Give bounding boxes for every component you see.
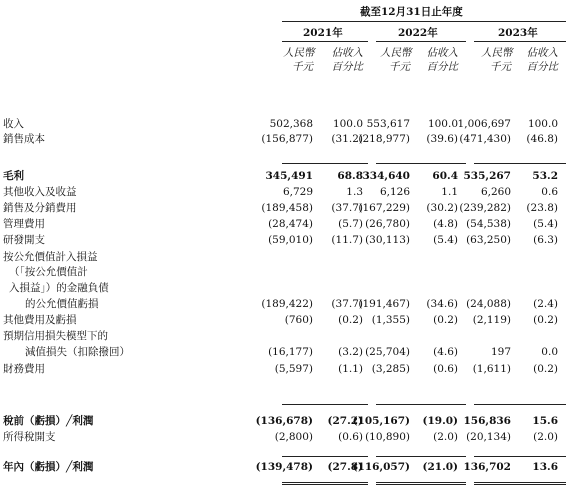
row-value: (30.2) (426, 202, 458, 214)
row-value: 60.4 (432, 170, 458, 182)
col-pct-2021: 佔收入 (331, 47, 363, 59)
row-value: 68.8 (337, 170, 363, 182)
row-value: (6.3) (533, 234, 558, 246)
row-value: (5.7) (338, 218, 363, 230)
year-2022: 2022年 (398, 27, 438, 39)
row-label: 按公允價值計入損益 (3, 251, 98, 263)
row-value: (5.4) (433, 234, 458, 246)
row-value: (37.7) (331, 202, 363, 214)
row-value: (31.2) (331, 133, 363, 145)
row-value: (0.2) (433, 314, 458, 326)
row-value: (34.6) (426, 298, 458, 310)
row-value: (23.8) (526, 202, 558, 214)
unit-pct-2023: 百分比 (526, 61, 558, 73)
row-value: (5,597) (274, 363, 313, 375)
row-value: (136,678) (255, 415, 313, 427)
period-title: 截至12月31日止年度 (360, 6, 463, 18)
row-value: (1,355) (371, 314, 410, 326)
unit-pct-2021: 百分比 (331, 61, 363, 73)
rule-pretax-2022 (376, 404, 466, 405)
row-value: (139,478) (255, 461, 313, 473)
row-value: (0.6) (338, 431, 363, 443)
row-value: 334,640 (362, 170, 410, 182)
row-value: 1.1 (441, 186, 458, 198)
row-label: 研發開支 (3, 234, 45, 246)
row-value: 53.2 (532, 170, 558, 182)
row-value: (2.4) (533, 298, 558, 310)
rule-net-2023 (474, 456, 566, 457)
col-pct-2022: 佔收入 (426, 47, 458, 59)
row-value: (105,167) (352, 415, 410, 427)
row-value: (239,282) (459, 202, 511, 214)
row-value: (59,010) (268, 234, 313, 246)
year-rule-2023 (474, 41, 566, 42)
row-value: (3.2) (338, 346, 363, 358)
double-rule-2023 (474, 482, 566, 485)
row-value: (39.6) (426, 133, 458, 145)
rule-net-2022 (376, 456, 466, 457)
row-value: (28,474) (268, 218, 313, 230)
row-value: (0.2) (533, 314, 558, 326)
row-value: 6,729 (282, 186, 313, 198)
row-value: (218,977) (358, 133, 410, 145)
row-value: (11.7) (331, 234, 363, 246)
row-value: 502,368 (269, 118, 313, 130)
row-value: 100.0 (427, 118, 458, 130)
row-label: 管理費用 (3, 218, 45, 230)
rule-gross-2023 (474, 163, 566, 164)
row-value: 6,126 (379, 186, 410, 198)
row-label: 所得稅開支 (3, 431, 56, 443)
rule-pretax-2023 (474, 404, 566, 405)
row-label: 其他費用及虧損 (3, 314, 77, 326)
header-rule (282, 21, 566, 22)
unit-rmb-2021: 千元 (292, 61, 313, 73)
rule-gross-2022 (376, 163, 466, 164)
row-value: (3,285) (371, 363, 410, 375)
row-value: (4.6) (433, 346, 458, 358)
row-value: (191,467) (358, 298, 410, 310)
row-value: 13.6 (532, 461, 558, 473)
double-rule-2022 (376, 482, 466, 485)
col-rmb-2022: 人民幣 (380, 47, 412, 59)
row-value: 6,260 (480, 186, 511, 198)
row-value: (156,877) (261, 133, 313, 145)
row-value: (0.6) (433, 363, 458, 375)
row-label: 銷售及分銷費用 (3, 202, 77, 214)
unit-pct-2022: 百分比 (426, 61, 458, 73)
row-value: (760) (284, 314, 313, 326)
row-label: 入損益」）的金融負債 (9, 282, 109, 294)
rule-net-2021 (282, 456, 368, 457)
row-value: (21.0) (422, 461, 458, 473)
row-value: 535,267 (463, 170, 511, 182)
row-label: 的公允價值虧損 (25, 298, 99, 310)
row-value: (0.2) (533, 363, 558, 375)
row-value: (63,250) (466, 234, 511, 246)
row-label: 年內（虧損）╱利潤 (3, 461, 94, 473)
row-value: (189,458) (261, 202, 313, 214)
row-value: (37.7) (331, 298, 363, 310)
row-value: 553,617 (366, 118, 410, 130)
row-value: (1,611) (472, 363, 511, 375)
row-value: 136,702 (463, 461, 511, 473)
year-2021: 2021年 (303, 27, 343, 39)
row-value: 197 (490, 346, 511, 358)
row-value: (2,800) (274, 431, 313, 443)
row-value: 100.0 (527, 118, 558, 130)
col-rmb-2023: 人民幣 (481, 47, 513, 59)
row-value: (167,229) (358, 202, 410, 214)
row-value: 1.3 (346, 186, 363, 198)
row-value: (2.0) (533, 431, 558, 443)
year-rule-2021 (282, 41, 368, 42)
rule-gross-2021 (282, 163, 368, 164)
row-label: 稅前（虧損）╱利潤 (3, 415, 94, 427)
year-2023: 2023年 (498, 27, 538, 39)
row-value: 156,836 (463, 415, 511, 427)
row-label: 減值損失（扣除撥回） (25, 346, 130, 358)
year-rule-2022 (376, 41, 466, 42)
row-value: 15.6 (532, 415, 558, 427)
unit-rmb-2022: 千元 (389, 61, 410, 73)
row-value: (1.1) (338, 363, 363, 375)
row-label: 預期信用損失模型下的 (3, 330, 108, 342)
row-label: 銷售成本 (3, 133, 45, 145)
col-rmb-2021: 人民幣 (283, 47, 315, 59)
row-value: (30,113) (365, 234, 410, 246)
row-value: (25,704) (365, 346, 410, 358)
row-value: (10,890) (365, 431, 410, 443)
row-value: (4.8) (433, 218, 458, 230)
row-value: 0.6 (541, 186, 558, 198)
row-value: (116,057) (352, 461, 410, 473)
row-value: (471,430) (459, 133, 511, 145)
row-value: (46.8) (526, 133, 558, 145)
row-value: (27.2) (327, 415, 363, 427)
row-value: (189,422) (261, 298, 313, 310)
row-value: 0.0 (541, 346, 558, 358)
unit-rmb-2023: 千元 (490, 61, 511, 73)
row-value: (54,538) (466, 218, 511, 230)
row-value: (19.0) (422, 415, 458, 427)
row-value: (20,134) (466, 431, 511, 443)
row-value: 100.0 (332, 118, 363, 130)
row-value: (5.4) (533, 218, 558, 230)
row-value: (26,780) (365, 218, 410, 230)
row-label: 財務費用 (3, 363, 45, 375)
row-value: 1,006,697 (457, 118, 511, 130)
col-pct-2023: 佔收入 (526, 47, 558, 59)
row-value: (2.0) (433, 431, 458, 443)
row-value: (16,177) (268, 346, 313, 358)
row-label: 毛利 (3, 170, 24, 182)
row-label: 收入 (3, 118, 24, 130)
rule-pretax-2021 (282, 404, 368, 405)
row-value: (2,119) (472, 314, 511, 326)
row-label: 其他收入及收益 (3, 186, 77, 198)
row-value: (0.2) (338, 314, 363, 326)
row-value: (24,088) (466, 298, 511, 310)
double-rule-2021 (282, 482, 368, 485)
row-value: (27.8) (327, 461, 363, 473)
row-value: 345,491 (265, 170, 313, 182)
row-label: （「按公允價值計 (9, 266, 88, 278)
